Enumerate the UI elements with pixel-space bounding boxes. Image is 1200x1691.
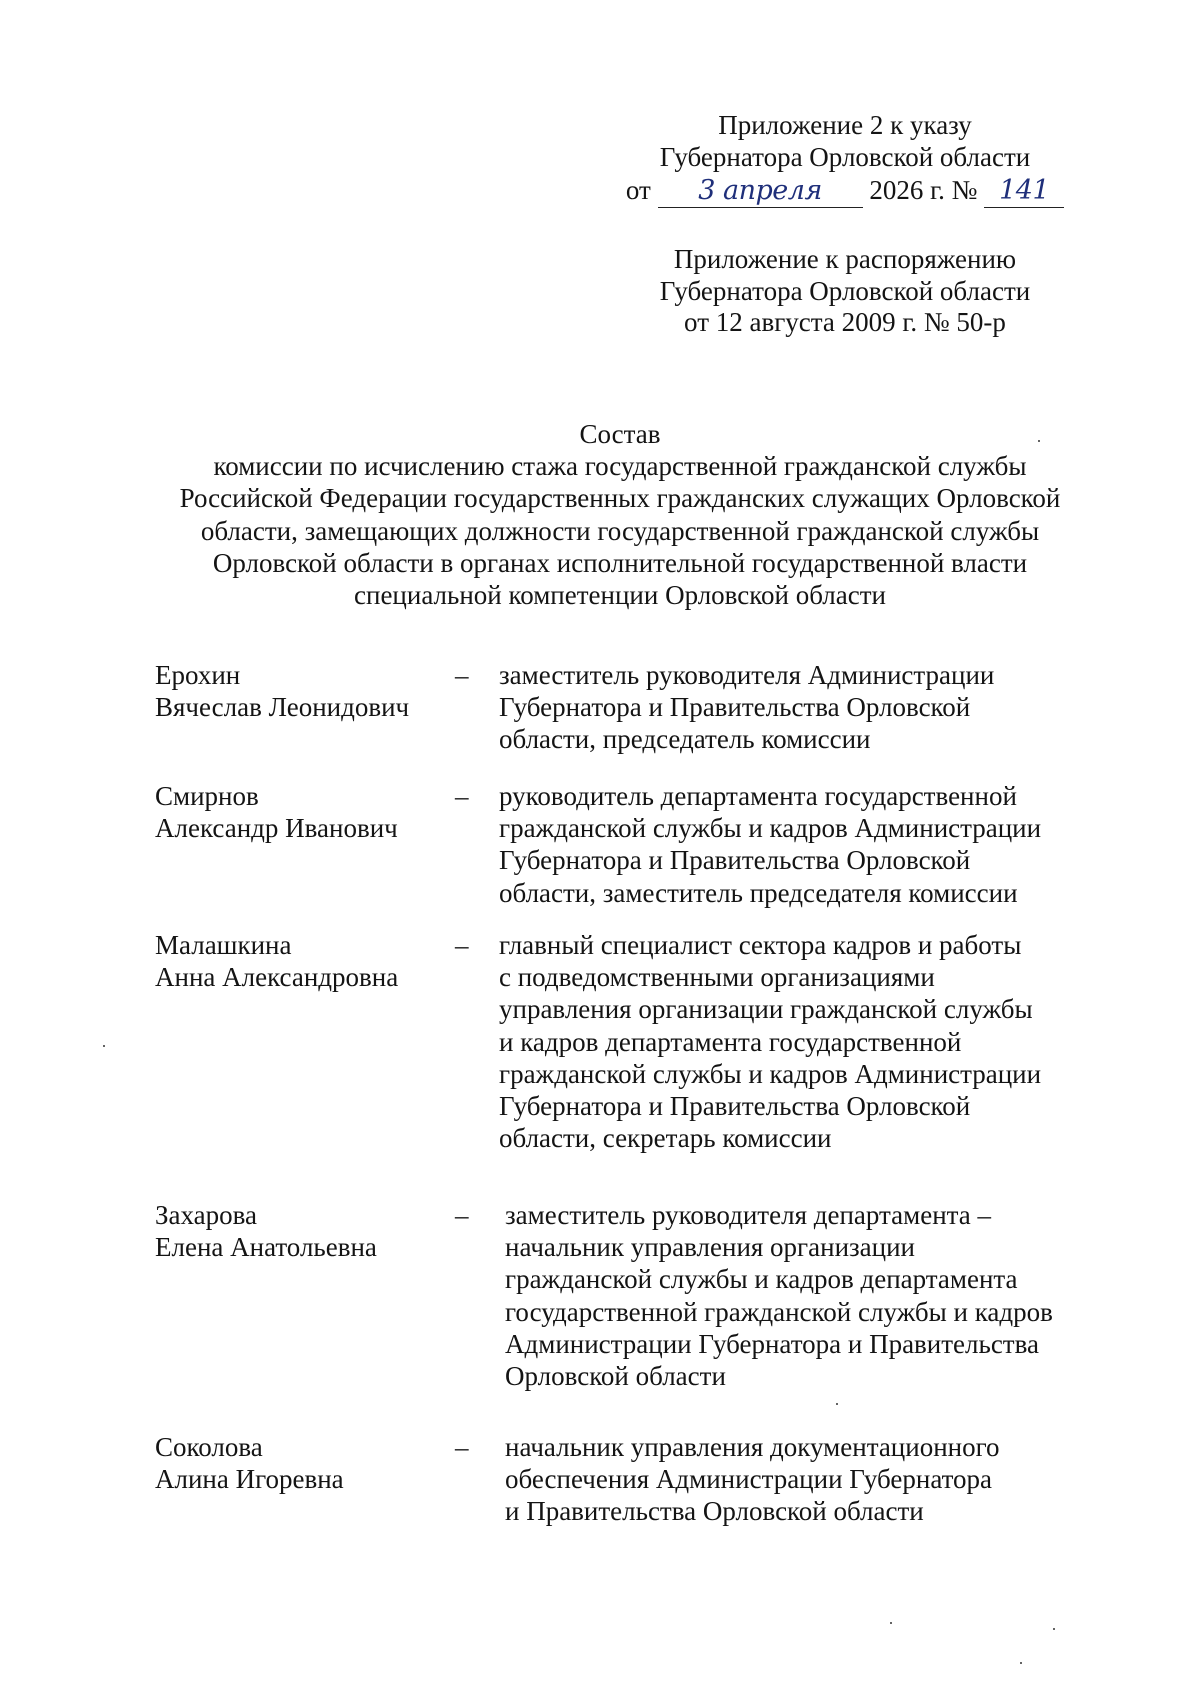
member-role [499,929,1099,1154]
member-given-names: Александр Иванович [155,813,398,844]
date-year: 2026 г. № [869,175,978,205]
role-line: гражданской службы и кадров департамента [505,1264,1018,1295]
role-line: Губернатора и Правительства Орловской [499,692,971,723]
role-line: Губернатора и Правительства Орловской [499,1091,971,1122]
role-line: управления организации гражданской службы [499,994,1033,1025]
role-line: гражданской службы и кадров Администрации [499,1058,1042,1089]
member-surname: Смирнов [155,781,259,811]
role-line: Губернатора и Правительства Орловской [499,845,971,876]
role-line: главный специалист сектора кадров и работы [499,930,1022,960]
header-date-line [600,175,1090,208]
appendix-header [610,244,1080,339]
title-line-4: Орловской области в органах исполнительной государственной власти [212,547,1028,578]
member-surname: Ерохин [155,660,241,690]
title-line-2: Российской Федерации государственных гражданских служащих Орловской [179,483,1061,514]
role-line: области, заместитель председателя комиссии [499,877,1018,908]
scan-speck [890,1622,892,1624]
member-name [155,1431,445,1495]
header-line-1: Приложение 2 к указу [718,110,972,140]
role-line: руководитель департамента государственной [499,781,1017,811]
member-role [499,780,1099,909]
member-role [499,659,1099,756]
member-given-names: Анна Александровна [155,962,399,993]
handwritten-number: 141 [999,175,1050,206]
header-line-2: Губернатора Орловской области [659,141,1031,172]
role-line: и Правительства Орловской области [505,1496,924,1527]
role-line: Администрации Губернатора и Правительства [505,1328,1039,1359]
title-heading: Состав [579,419,661,449]
role-line: обеспечения Администрации Губернатора [505,1464,993,1495]
member-surname: Малашкина [155,930,292,960]
scan-speck [1020,1662,1022,1664]
role-line: начальник управления документационного [505,1432,1000,1462]
scan-speck [836,1403,838,1405]
member-dash: – [455,660,469,690]
member-role [505,1431,1105,1528]
document-title [130,418,1110,611]
role-line: государственной гражданской службы и кадров [505,1296,1053,1327]
title-line-5: специальной компетенции Орловской области [354,580,886,611]
member-surname: Соколова [155,1432,263,1462]
title-line-1: комиссии по исчислению стажа государственной гражданской службы [213,451,1027,482]
role-line: заместитель руководителя Администрации [499,660,995,690]
date-prefix: от [625,175,651,205]
member-dash: – [455,781,469,811]
member-surname: Захарова [155,1200,258,1230]
title-line-3: области, замещающих должности государственной гражданской службы [200,515,1040,546]
appendix-line-1: Приложение к распоряжению [673,244,1017,274]
handwritten-date: 3 апреля [698,175,822,206]
member-name [155,780,445,844]
role-line: с подведомственными организациями [499,962,935,993]
member-name [155,1199,445,1263]
scan-speck [103,1045,105,1047]
scan-speck [1038,440,1040,442]
member-given-names: Елена Анатольевна [155,1232,377,1263]
appendix-line-3: от 12 августа 2009 г. № 50-р [684,307,1006,337]
member-given-names: Вячеслав Леонидович [155,692,410,723]
role-line: Орловской области [505,1361,726,1392]
member-role [505,1199,1105,1392]
appendix-line-2: Губернатора Орловской области [659,275,1031,306]
role-line: начальник управления организации [505,1232,916,1263]
role-line: и кадров департамента государственной [499,1026,962,1057]
member-name [155,929,445,993]
role-line: гражданской службы и кадров Администрации [499,813,1042,844]
date-field [658,175,863,208]
role-line: области, секретарь комиссии [499,1123,832,1154]
member-given-names: Алина Игоревна [155,1464,344,1495]
member-dash: – [455,930,469,960]
number-field [984,175,1064,208]
member-dash: – [455,1432,469,1462]
member-dash: – [455,1200,469,1230]
scan-speck [1053,1628,1055,1630]
decree-header [600,110,1090,208]
role-line: области, председатель комиссии [499,724,871,755]
member-name [155,659,445,723]
role-line: заместитель руководителя департамента – [505,1200,992,1230]
